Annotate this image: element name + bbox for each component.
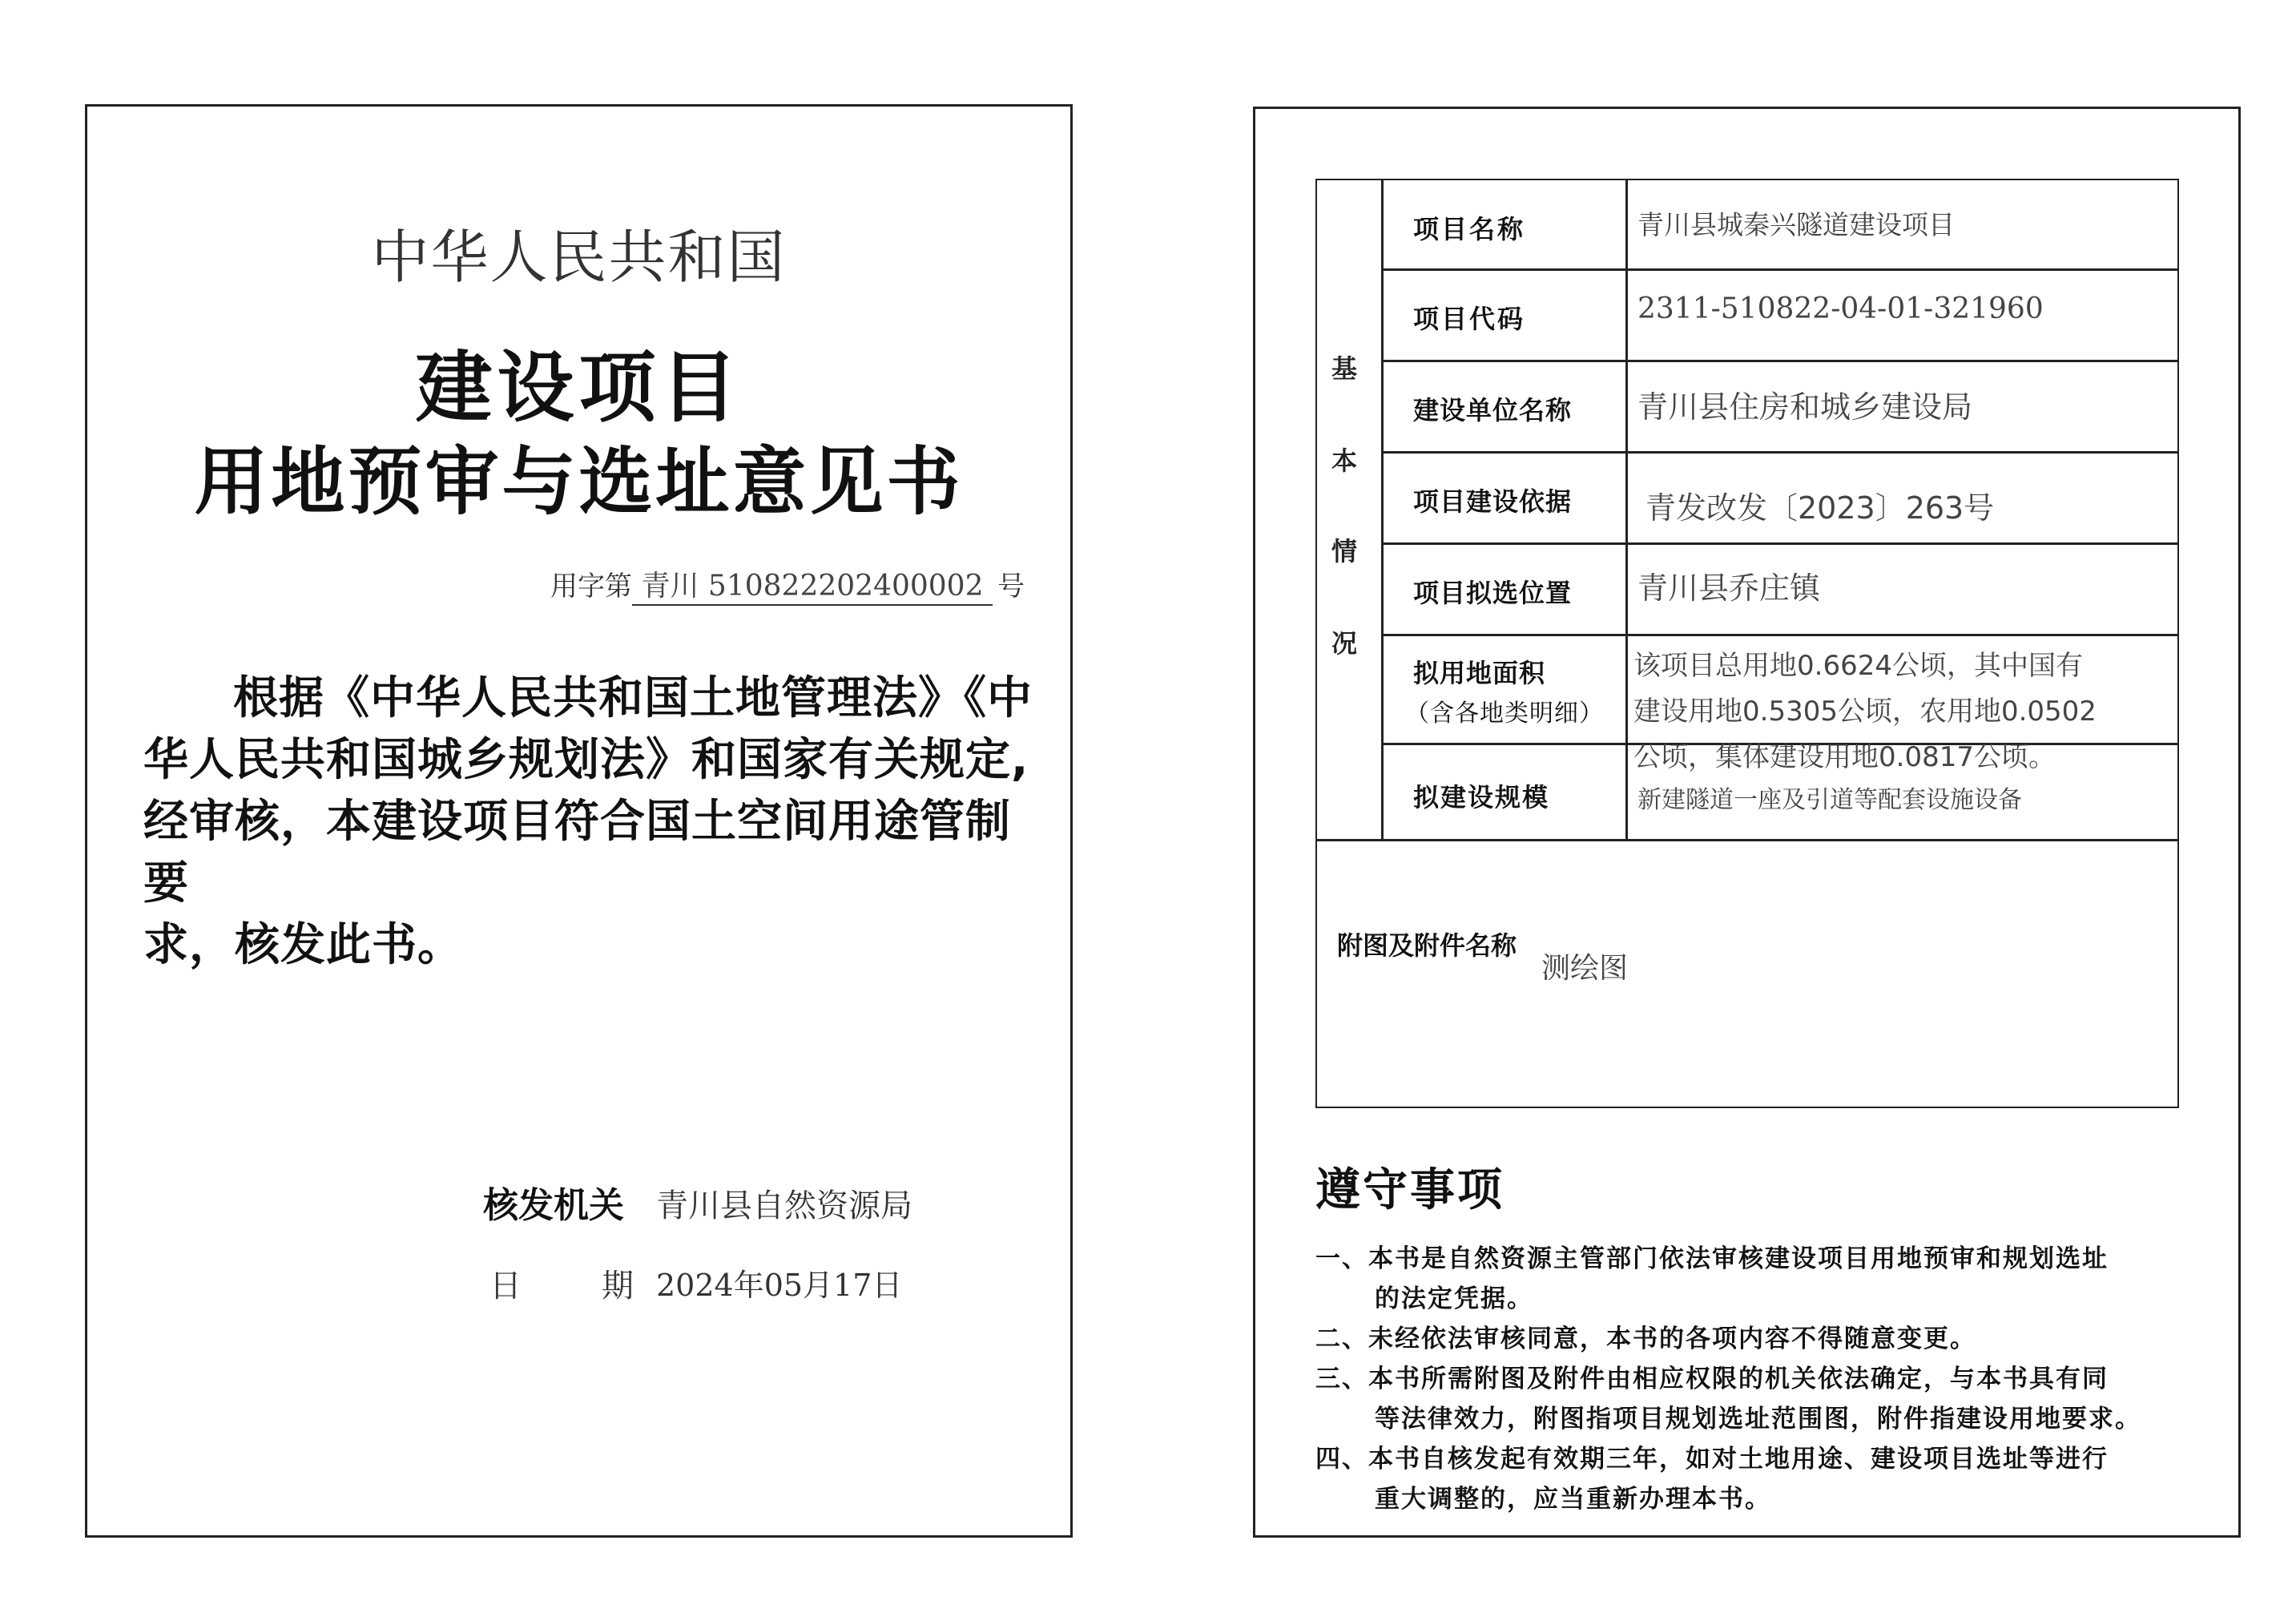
project-basis-value: 青发改发〔2023〕263号 [1645, 490, 1995, 526]
project-location-label: 项目拟选位置 [1413, 578, 1573, 608]
cert-number-suffix: 号 [997, 571, 1025, 603]
attachment-label: 附图及附件名称 [1337, 930, 1517, 961]
side-heading-char: 本 [1331, 446, 1358, 476]
table-divider [1381, 542, 2177, 545]
side-heading-char: 情 [1331, 536, 1358, 567]
note-item [1315, 1239, 2109, 1319]
table-divider [1317, 839, 2177, 841]
land-area-line: 公顷，集体建设用地0.0817公顷。 [1633, 741, 2056, 773]
note-item [1315, 1439, 2109, 1519]
note-continuation: 重大调整的，应当重新办理本书。 [1375, 1485, 1771, 1514]
table-divider [1381, 634, 2177, 636]
date-label: 日期 [489, 1268, 714, 1304]
notes-title: 遵守事项 [1315, 1164, 1504, 1216]
land-area-line: 建设用地0.5305公顷，农用地0.0502 [1633, 696, 2097, 728]
build-scale-label: 拟建设规模 [1413, 782, 1550, 813]
note-lead: 四、本书自核发起有效期三年，如对土地用途、建设项目选址等进行 [1315, 1445, 2109, 1474]
table-divider [1381, 268, 2177, 271]
note-continuation: 的法定凭据。 [1375, 1284, 1533, 1313]
project-location-value: 青川县乔庄镇 [1637, 571, 1821, 606]
certificate-details-page [1253, 107, 2241, 1538]
note-lead: 一、本书是自然资源主管部门依法审核建设项目用地预审和规划选址 [1315, 1244, 2109, 1273]
country-name: 中华人民共和国 [371, 224, 787, 291]
land-area-value [1633, 643, 2146, 780]
body-line: 求，核发此书。 [143, 919, 463, 971]
table-divider [1625, 180, 1628, 841]
certificate-cover-page [85, 104, 1073, 1538]
attachment-value: 测绘图 [1541, 952, 1629, 985]
cert-number-value: 青川 510822202400002 [632, 563, 993, 606]
project-code-label: 项目代码 [1413, 304, 1526, 334]
builder-name-value: 青川县住房和城乡建设局 [1637, 389, 1973, 425]
cert-number-prefix: 用字第 [550, 571, 632, 603]
document-title-line1: 建设项目 [415, 343, 743, 433]
side-heading-char: 基 [1331, 353, 1358, 384]
note-item [1315, 1359, 2141, 1439]
project-basis-label: 项目建设依据 [1413, 486, 1573, 517]
issuer-label: 核发机关 [483, 1185, 624, 1226]
project-name-label: 项目名称 [1413, 214, 1526, 244]
land-area-sublabel: （含各地类明细） [1405, 700, 1604, 728]
table-divider [1381, 451, 2177, 454]
issuer-value: 青川县自然资源局 [656, 1188, 912, 1224]
side-heading-char: 况 [1331, 628, 1358, 659]
land-area-label: 拟用地面积 [1413, 658, 1546, 688]
date-value: 2024年05月17日 [656, 1268, 903, 1303]
certificate-number [550, 563, 1025, 606]
note-item [1315, 1319, 1976, 1359]
land-area-line: 该项目总用地0.6624公顷，其中国有 [1633, 650, 2083, 682]
body-line: 经审核，本建设项目符合国土空间用途管制要 [143, 796, 1011, 909]
body-line: 华人民共和国城乡规划法》和国家有关规定, [143, 734, 1029, 786]
table-divider [1381, 180, 1384, 841]
certificate-body-text [143, 667, 1041, 976]
builder-name-label: 建设单位名称 [1413, 395, 1573, 425]
body-line: 根据《中华人民共和国土地管理法》《中 [233, 672, 1033, 724]
build-scale-value: 新建隧道一座及引道等配套设施设备 [1637, 786, 2022, 814]
project-name-value: 青川县城秦兴隧道建设项目 [1637, 209, 1955, 240]
document-title-line2: 用地预审与选址意见书 [194, 439, 964, 525]
note-lead: 二、未经依法审核同意，本书的各项内容不得随意变更。 [1315, 1325, 1976, 1353]
note-continuation: 等法律效力，附图指项目规划选址范围图，附件指建设用地要求。 [1375, 1405, 2141, 1433]
note-lead: 三、本书所需附图及附件由相应权限的机关依法确定，与本书具有同 [1315, 1365, 2109, 1393]
project-code-value: 2311-510822-04-01-321960 [1637, 292, 2044, 325]
table-divider [1381, 360, 2177, 362]
basic-info-table [1315, 179, 2179, 1108]
